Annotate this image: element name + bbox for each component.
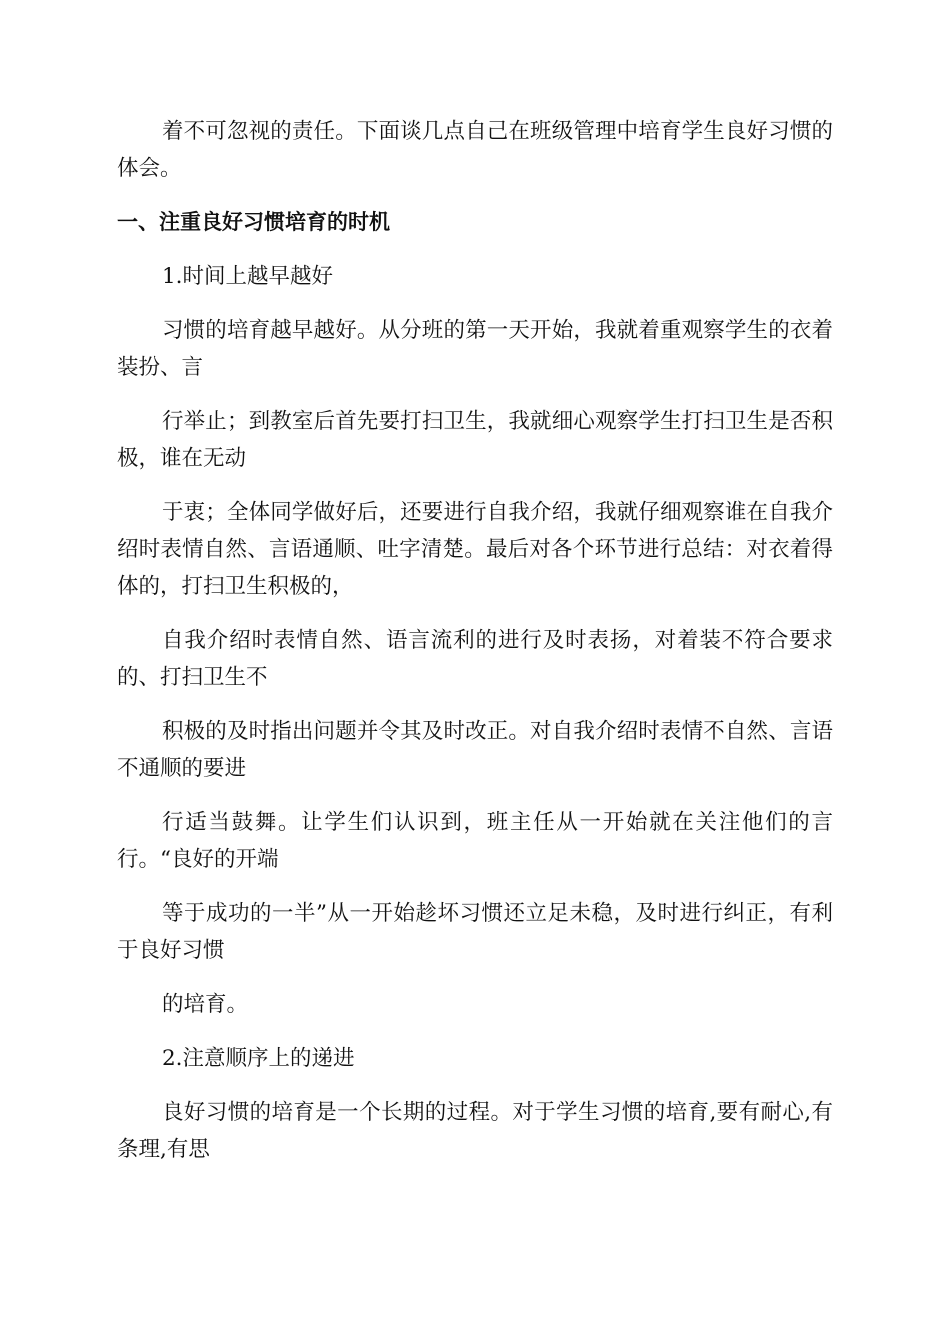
paragraph: 行适当鼓舞。让学生们认识到，班主任从一开始就在关注他们的言行。“良好的开端 [117,810,833,872]
paragraph: 习惯的培育越早越好。从分班的第一天开始，我就着重观察学生的衣着装扮、言 [117,318,833,380]
subheading-1-1: 1.时间上越早越好 [162,264,334,289]
paragraph: 良好习惯的培育是一个长期的过程。对于学生习惯的培育,要有耐心,有条理,有思 [117,1100,833,1162]
paragraph: 的培育。 [162,992,249,1017]
paragraph: 于衷；全体同学做好后，还要进行自我介绍，我就仔细观察谁在自我介绍时表情自然、言语通顺、吐字清楚。最后对各个环节进行总结：对衣着得体的，打扫卫生积极的， [117,500,833,599]
paragraph-intro: 着不可忽视的责任。下面谈几点自己在班级管理中培育学生良好习惯的体会。 [117,119,833,181]
paragraph: 等于成功的一半”从一开始趁坏习惯还立足未稳，及时进行纠正，有利于良好习惯 [117,901,833,963]
document-body [117,113,833,1185]
paragraph: 自我介绍时表情自然、语言流利的进行及时表扬，对着装不符合要求的、打扫卫生不 [117,628,833,690]
paragraph: 行举止；到教室后首先要打扫卫生，我就细心观察学生打扫卫生是否积极，谁在无动 [117,409,833,471]
section-heading-1: 一、注重良好习惯培育的时机 [117,210,390,234]
subheading-1-2: 2.注意顺序上的递进 [162,1046,355,1071]
paragraph: 积极的及时指出问题并令其及时改正。对自我介绍时表情不自然、言语不通顺的要进 [117,719,833,781]
